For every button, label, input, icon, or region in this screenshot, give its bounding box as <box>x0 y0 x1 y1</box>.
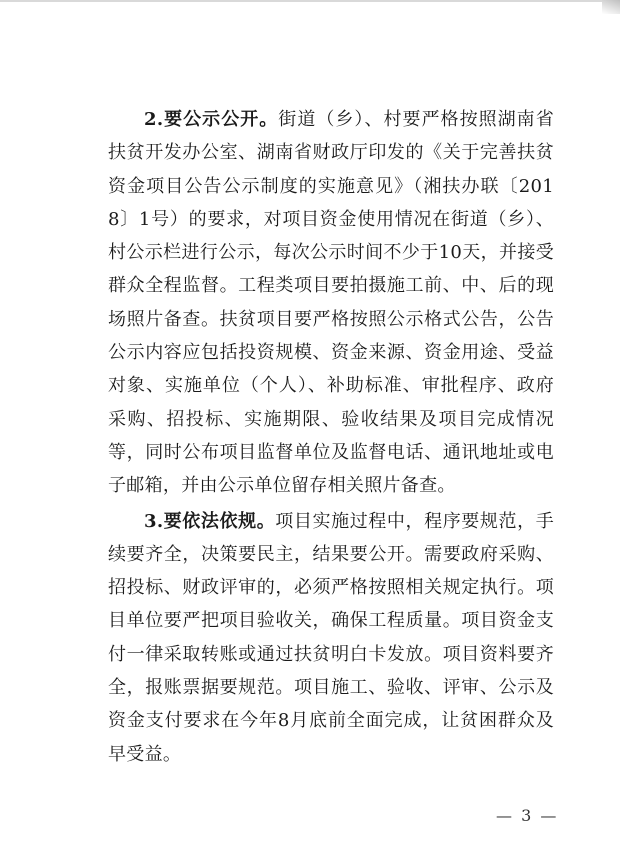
paragraph-publicity <box>108 103 554 503</box>
scan-corner-shadow <box>602 0 620 14</box>
scan-top-edge <box>0 0 620 2</box>
paragraph-compliance <box>108 505 554 771</box>
paragraph-text-compliance: 项目实施过程中，程序要规范，手续要齐全，决策要民主，结果要公开。需要政府采购、招投标、财政评审的，必须严格按照相关规定执行。项目单位要严把项目验收关，确保工程质量。项目资金支付一律采取转账或通过扶贫明白卡发放。项目资料要齐全，报账票据要规范。项目施工、验收、评审、公示及资金支付要求在今年8月底前全面完成，让贫困群众及早受益。 <box>108 510 554 765</box>
document-body <box>108 103 554 773</box>
page-number: — 3 — <box>496 806 559 825</box>
paragraph-heading-publicity: 2.要公示公开。 <box>144 109 279 130</box>
paragraph-text-publicity: 街道（乡）、村要严格按照湖南省扶贫开发办公室、湖南省财政厅印发的《关于完善扶贫资金项目公告公示制度的实施意见》（湘扶办联〔2018〕1号）的要求，对项目资金使用情况在街道（乡）、村公示栏进行公示，每次公示时间不少于10天，并接受群众全程监督。工程类项目要拍摄施工前、中、后的现场照片备查。扶贫项目要严格按照公示格式公告，公告公示内容应包括投资规模、资金来源、资金用途、受益对象、实施单位（个人）、补助标准、审批程序、政府采购、招投标、实施期限、验收结果及项目完成情况等，同时公布项目监督单位及监督电话、通讯地址或电子邮箱，并由公示单位留存相关照片备查。 <box>108 109 554 497</box>
paragraph-heading-compliance: 3.要依法依规。 <box>144 510 276 532</box>
